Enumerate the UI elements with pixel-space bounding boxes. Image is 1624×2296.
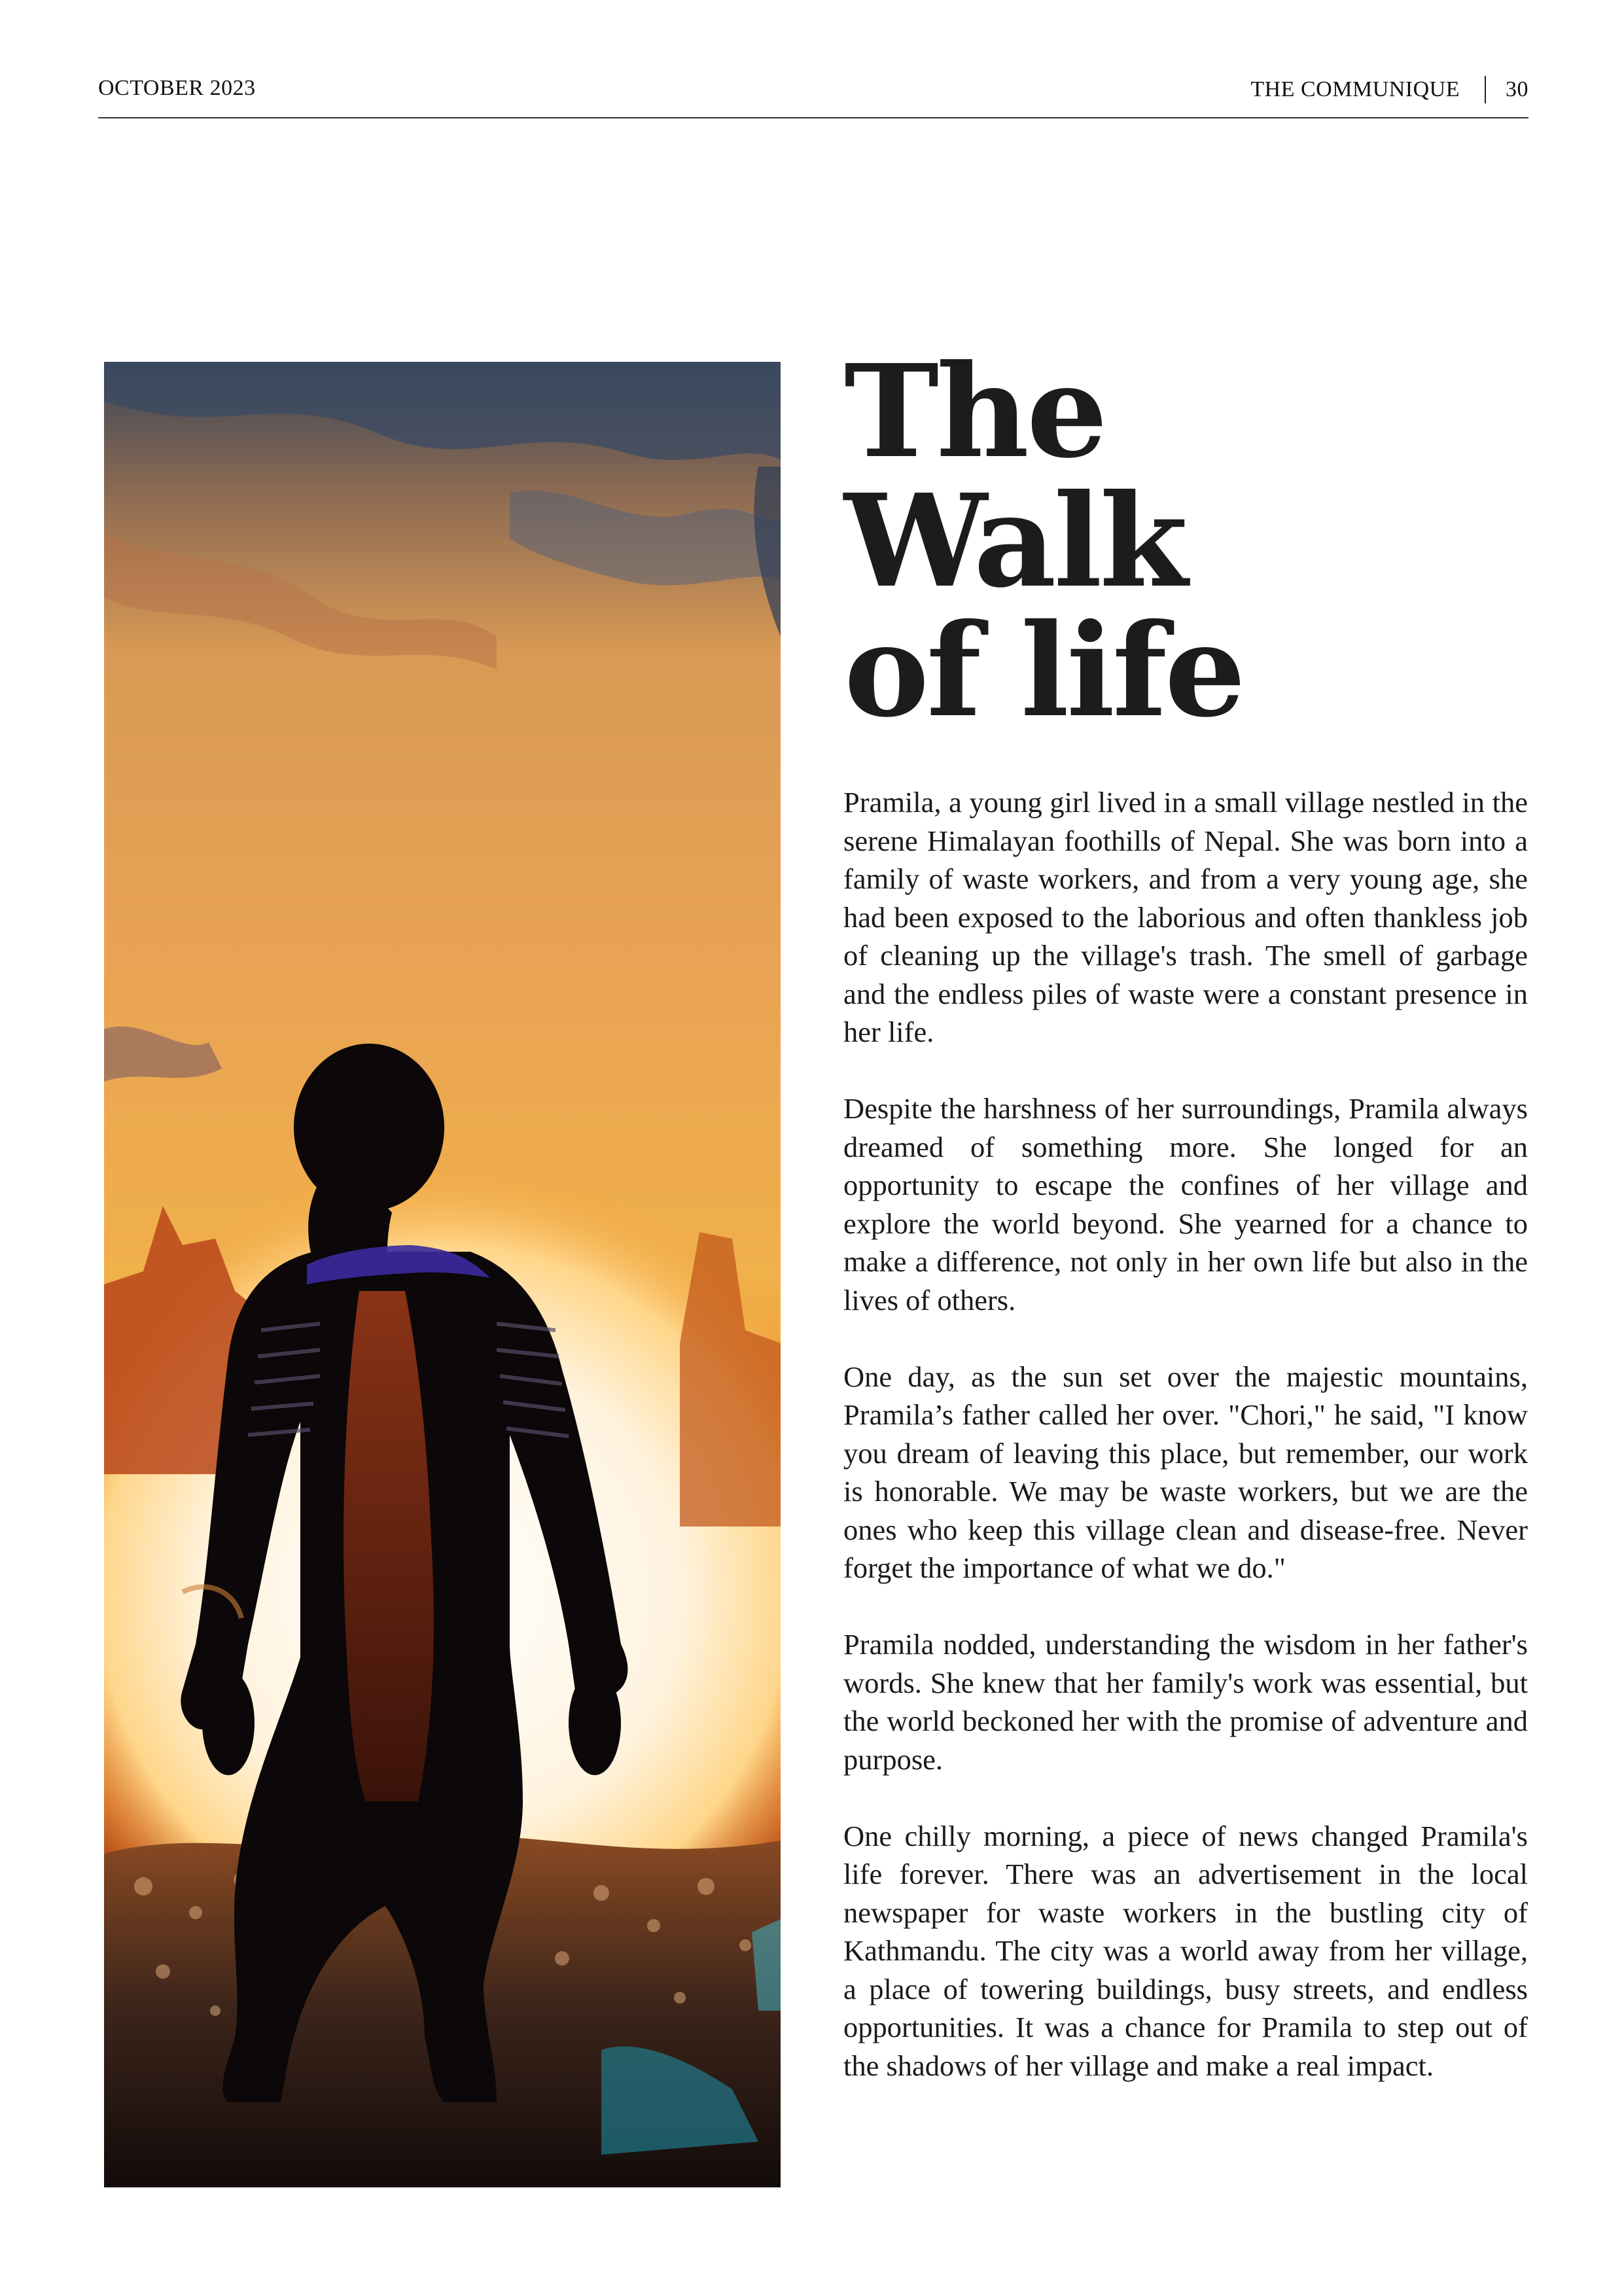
article-paragraph: Pramila, a young girl lived in a small village nestled in the serene Himalayan foothills of Nepal. She was born into a family of waste workers, and from a very young age, she had been exposed to the laborious and often thankless job of cleaning up the village's trash. The smell of garbage and the endless piles of waste were a constant presence in her life.	[843, 786, 1528, 1048]
header-divider	[1485, 76, 1486, 103]
article-title	[844, 336, 1433, 745]
header-rule	[98, 117, 1528, 118]
publication-name: THE COMMUNIQUE	[1250, 77, 1460, 101]
page-number: 30	[1506, 77, 1528, 101]
article-paragraph: Despite the harshness of her surroundings, Pramila always dreamed of something more. She longed for an opportunity to escape the confines of her village and explore the world beyond. She yearned for a chance to make a difference, not only in her own life but also in the lives of others.	[843, 1092, 1528, 1316]
issue-date: OCTOBER 2023	[98, 76, 256, 100]
article-body	[843, 783, 1528, 2123]
page-header	[98, 76, 1528, 109]
article-paragraph: One chilly morning, a piece of news changed Pramila's life forever. There was an advertisement in the local newspaper for waste workers in the bustling city of Kathmandu. The city was a world away from her village, a place of towering buildings, busy streets, and endless opportunities. It was a chance for Pramila to step out of the shadows of her village and make a real impact.	[843, 1819, 1528, 2082]
girl-walking-silhouette-image	[104, 362, 781, 2187]
title-line: Walk	[844, 466, 1186, 616]
article-paragraph: Pramila nodded, understanding the wisdom in her father's words. She knew that her family's work was essential, but the world beckoned her with the promise of adventure and purpose.	[843, 1628, 1528, 1776]
publication-info	[1250, 76, 1528, 103]
title-line: The	[844, 336, 1105, 486]
article-paragraph: One day, as the sun set over the majestic mountains, Pramila’s father called her over. "Chori," he said, "I know you dream of leaving this place, but remember, our work is honorable. We may be waste workers, but we are the ones who keep this village clean and disease-free. Never forget the importance of what we do."	[843, 1360, 1528, 1584]
hero-illustration	[104, 362, 781, 2187]
title-line: of life	[844, 595, 1243, 745]
